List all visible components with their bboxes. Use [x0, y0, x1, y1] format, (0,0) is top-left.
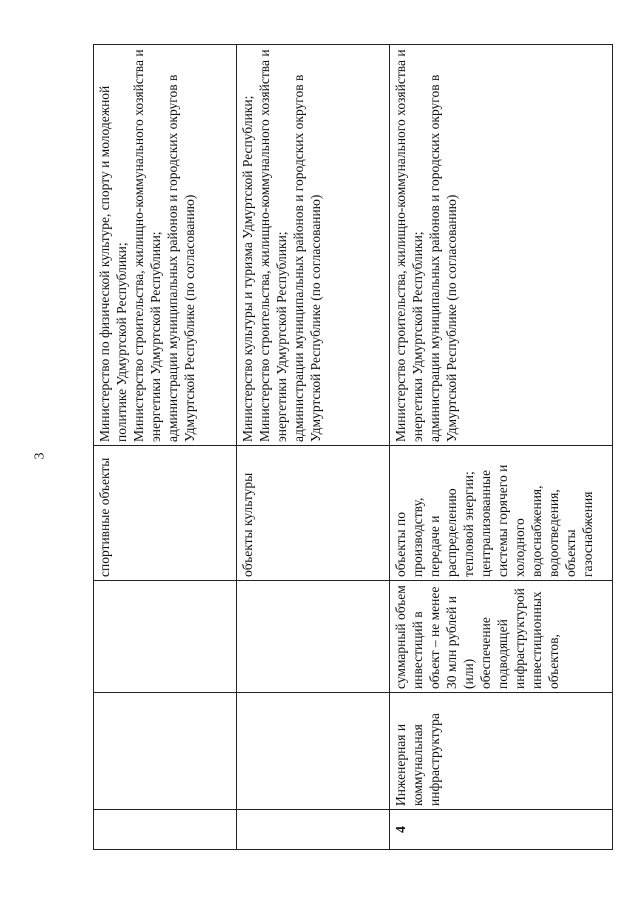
row-number-cell [237, 810, 390, 850]
measures-table [93, 44, 613, 850]
table-row [94, 45, 237, 850]
table-row [390, 45, 613, 850]
page-number: 3 [32, 452, 48, 460]
table-row [237, 45, 390, 850]
criteria-cell: суммарный объем инвестиций в объект – не менее 30 млн рублей и (или) обеспечение подводящей инфраструктурой инвестиционных объектов, [390, 581, 613, 693]
sector-cell [237, 693, 390, 810]
object-type-cell: объекты культуры [237, 446, 390, 581]
sector-cell [94, 693, 237, 810]
criteria-cell [237, 581, 390, 693]
rotated-table-container [93, 45, 613, 850]
object-type-cell: объекты по производству, передаче и распределению тепловой энергии; централизованные системы горячего и холодного водоснабжения, водоотведения, объекты газоснабжения [390, 446, 613, 581]
sector-cell: Инженерная и коммунальная инфраструктура [390, 693, 613, 810]
responsible-cell: Министерство по физической культуре, спорту и молодежной политике Удмуртской Республики; Министерство строительства, жилищно-коммунального хозяйства и энергетики Удмуртской Республики; администрации муниципальных районов и городских округов в Удмуртской Республике (по согласованию) [94, 45, 237, 446]
row-number-cell [94, 810, 237, 850]
responsible-cell: Министерство строительства, жилищно-коммунального хозяйства и энергетики Удмуртской Республики; администрации муниципальных районов и городских округов в Удмуртской Республике (по согласованию) [390, 45, 613, 446]
criteria-cell [94, 581, 237, 693]
row-number-cell: 4 [390, 810, 613, 850]
responsible-cell: Министерство культуры и туризма Удмуртской Республики; Министерство строительства, жилищно-коммунального хозяйства и энергетики Удмуртской Республики; администрации муниципальных районов и городских округов в Удмуртской Республике (по согласованию) [237, 45, 390, 446]
object-type-cell: спортивные объекты [94, 446, 237, 581]
